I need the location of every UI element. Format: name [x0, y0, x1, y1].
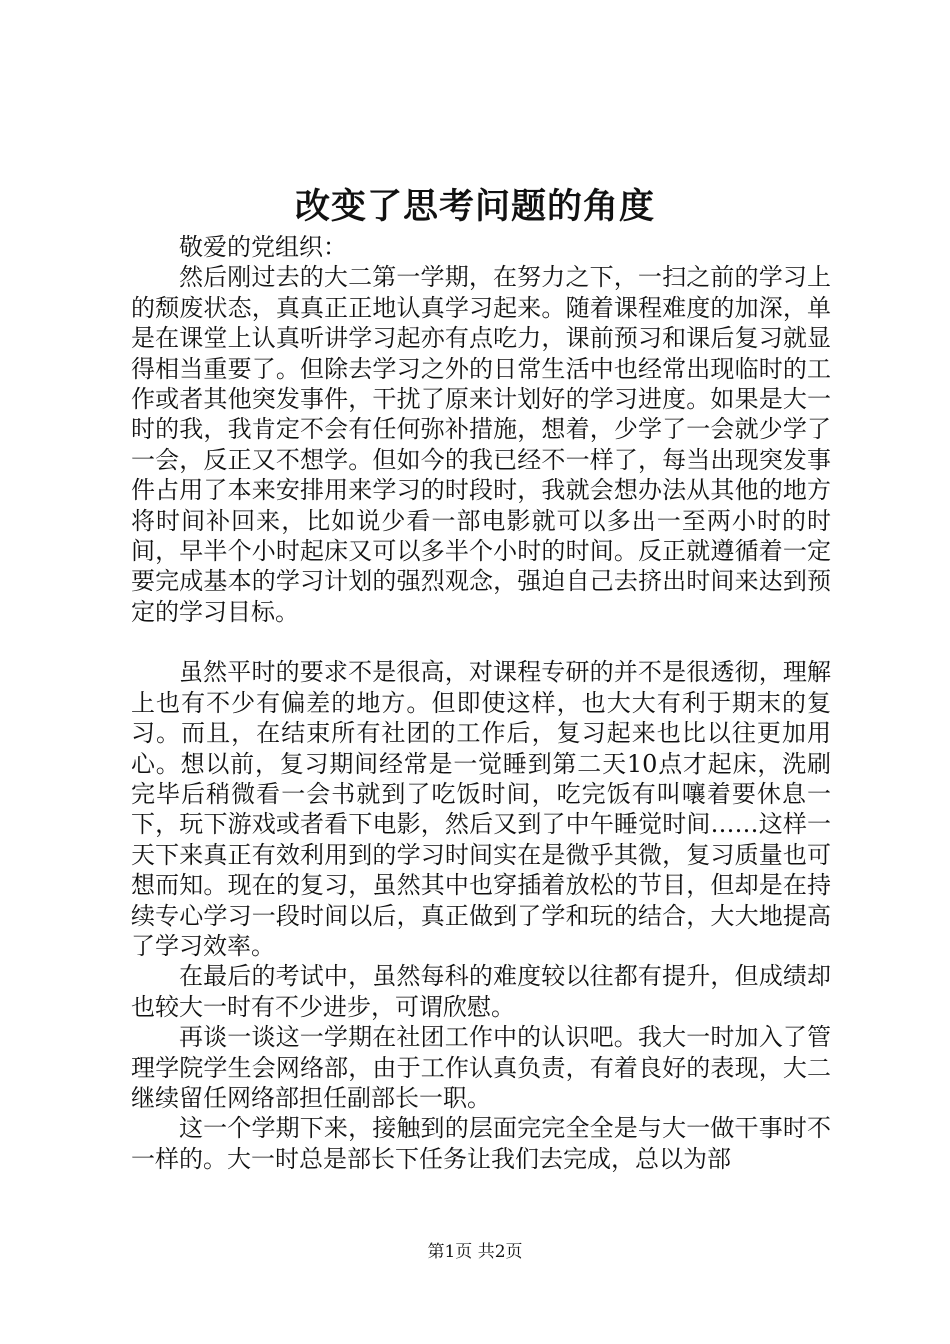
paragraph-3: 在最后的考试中，虽然每科的难度较以往都有提升，但成绩却也较大一时有不少进步，可谓欣慰。 [131, 962, 831, 1021]
document-title: 改变了思考问题的角度 [294, 186, 655, 227]
paragraph-5: 这一个学期下来，接触到的层面完完全全是与大一做干事时不一样的。大一时总是部长下任务让我们去完成，总以为部 [131, 1114, 831, 1173]
salutation: 敬爱的党组织： [179, 233, 347, 261]
document-body [131, 232, 831, 1174]
page-footer: 第1页 共2页 [427, 1242, 523, 1262]
paragraph-4: 再谈一谈这一学期在社团工作中的认识吧。我大一时加入了管理学院学生会网络部，由于工作认真负责，有着良好的表现，大二继续留任网络部担任副部长一职。 [131, 1023, 831, 1112]
paragraph-1: 然后刚过去的大二第一学期，在努力之下，一扫之前的学习上的颓废状态，真真正正地认真学习起来。随着课程难度的加深，单是在课堂上认真听讲学习起亦有点吃力，课前预习和课后复习就显得相当重要了。但除去学习之外的日常生活中也经常出现临时的工作或者其他突发事件，干扰了原来计划好的学习进度。如果是大一时的我，我肯定不会有任何弥补措施，想着，少学了一会就少学了一会，反正又不想学。但如今的我已经不一样了，每当出现突发事件占用了本来安排用来学习的时段时，我就会想办法从其他的地方将时间补回来，比如说少看一部电影就可以多出一至两小时的时间，早半个小时起床又可以多半个小时的时间。反正就遵循着一定要完成基本的学习计划的强烈观念，强迫自己去挤出时间来达到预定的学习目标。 [131, 263, 831, 626]
paragraph-2: 虽然平时的要求不是很高，对课程专研的并不是很透彻，理解上也有不少有偏差的地方。但即使这样，也大大有利于期末的复习。而且，在结束所有社团的工作后，复习起来也比以往更加用心。想以前，复习期间经常是一觉睡到第二天10点才起床，洗刷完毕后稍微看一会书就到了吃饭时间，吃完饭有叫嚷着要休息一下，玩下游戏或者看下电影，然后又到了中午睡觉时间……这样一天下来真正有效利用到的学习时间实在是微乎其微，复习质量也可想而知。现在的复习，虽然其中也穿插着放松的节目，但却是在持续专心学习一段时间以后，真正做到了学和玩的结合，大大地提高了学习效率。 [131, 658, 831, 960]
